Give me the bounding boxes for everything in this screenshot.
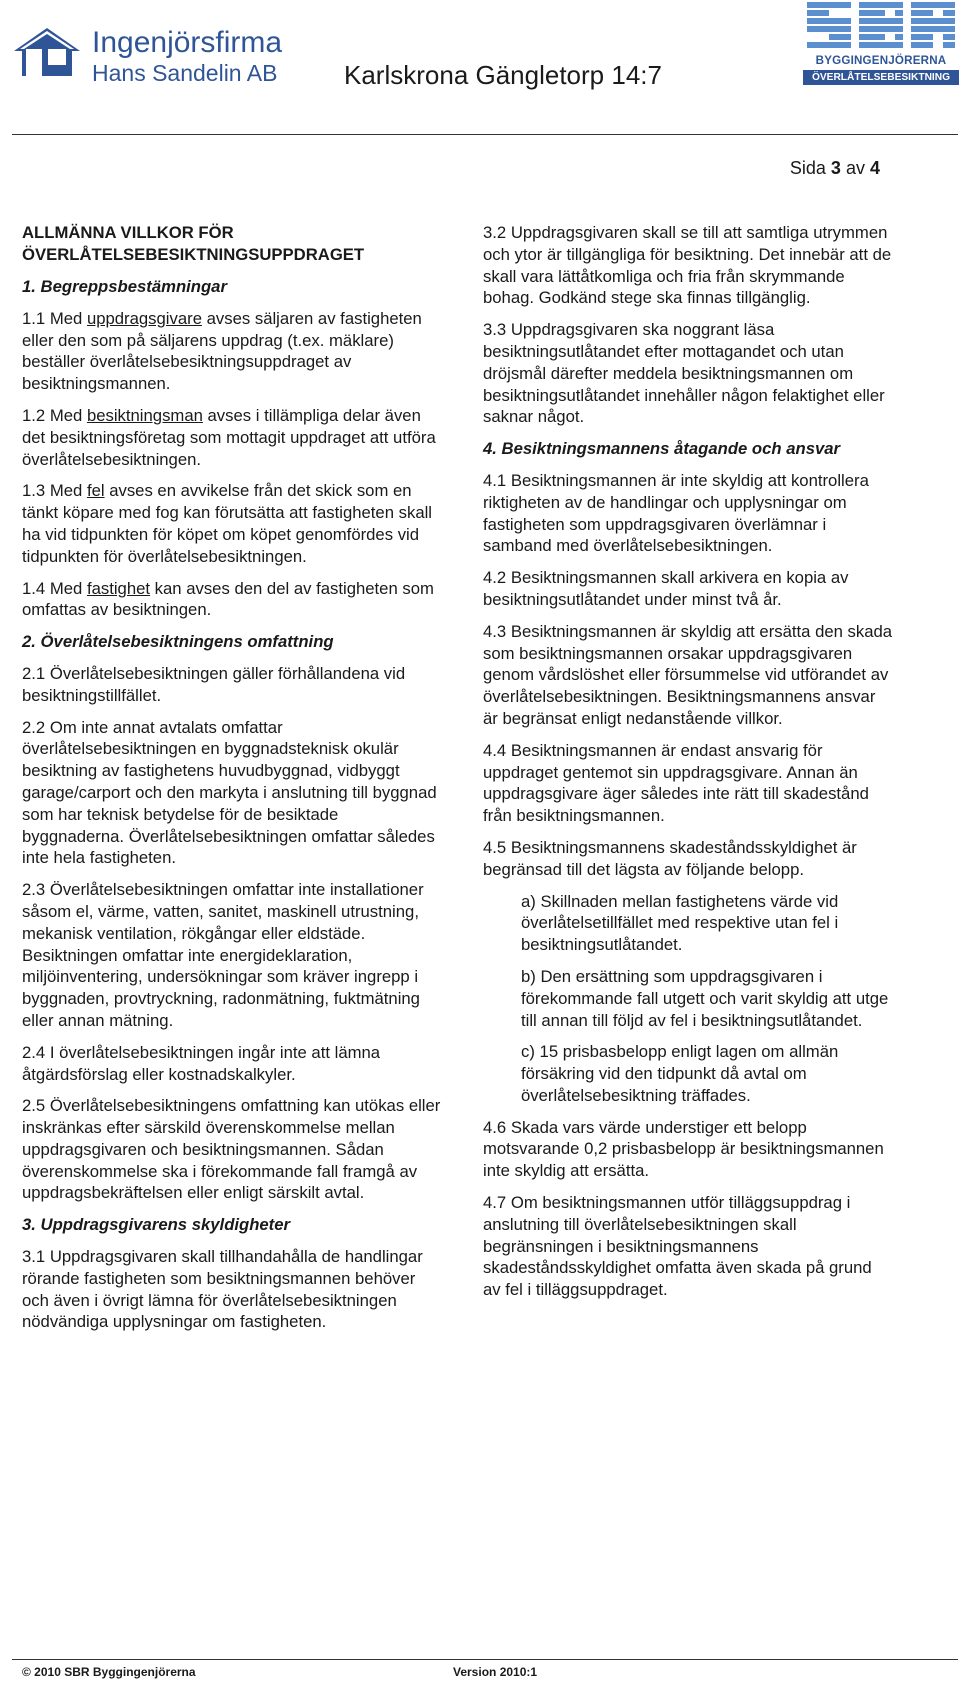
list-item-4-5-c: c) 15 prisbasbelopp enligt lagen om allmän försäkring vid den tidpunkt då avtal om överlåtelsebesiktning träffades. xyxy=(521,1042,839,1105)
paragraph-4-6: 4.6 Skada vars värde understiger ett belopp motsvarande 0,2 prisbasbelopp är besiktningsmannen inte skyldig att ersätta. xyxy=(483,1117,884,1181)
paragraph-4-2: 4.2 Besiktningsmannen skall arkivera en kopia av besiktningsutlåtandet under minst två år. xyxy=(483,568,849,609)
paragraph-2-4: 2.4 I överlåtelsebesiktningen ingår inte att lämna åtgärdsförslag eller kostnadskalkyler. xyxy=(22,1042,381,1084)
paragraph-1-2: 1.2 Med besiktningsman avses i tillämpliga delar även det besiktningsföretag som mottagit uppdraget att utföra överlåtelsebesiktningen. xyxy=(22,405,436,469)
page-header xyxy=(0,0,960,136)
term-fastighet: fastighet xyxy=(86,578,151,598)
list-item-4-5-b: b) Den ersättning som uppdragsgivaren i förekommande fall utgett och varit skyldig att utge till annan till följd av fel i besiktningsutlåtandet. xyxy=(521,966,889,1030)
left-column xyxy=(22,222,442,1343)
company-logo xyxy=(12,20,283,86)
footer-divider xyxy=(12,1659,958,1660)
paragraph-4-3: 4.3 Besiktningsmannen är skyldig att ersätta den skada som besiktningsmannen orsakar uppdragsgivaren genom vårdslöshet eller försummelse vid utförandet av överlåtelsebesiktningen. Besiktningsmannens ansvar är begränsat enligt nedanstående villkor. xyxy=(483,621,893,728)
page-label: Sida xyxy=(789,158,826,178)
footer-version: Version 2010:1 xyxy=(453,1665,538,1679)
term-fel: fel xyxy=(86,481,105,501)
paragraph-2-1: 2.1 Överlåtelsebesiktningen gäller förhållandena vid besiktningstillfället. xyxy=(22,663,406,705)
page-number xyxy=(790,158,880,179)
page-current: 3 xyxy=(830,158,841,178)
paragraph-4-4: 4.4 Besiktningsmannen är endast ansvarig för uppdraget gentemot sin uppdragsgivare. Annan än uppdragsgivare äger således inte rätt till skadestånd från besiktningsmannen. xyxy=(483,740,869,826)
section-1-heading: 1. Begreppsbestämningar xyxy=(22,277,227,296)
paragraph-1-4: 1.4 Med fastighet kan avses den del av fastigheten som omfattas av besiktningen. xyxy=(22,578,434,620)
list-item-4-5-a: a) Skillnaden mellan fastighetens värde vid överlåtelsetillfället med respektive utan fel i besiktningsutlåtandet. xyxy=(521,891,839,955)
term-besiktningsman: besiktningsman xyxy=(86,405,203,425)
main-title-line2: ÖVERLÅTELSEBESIKTNINGSUPPDRAGET xyxy=(22,245,365,264)
main-title-line1: ALLMÄNNA VILLKOR FÖR xyxy=(22,223,234,242)
paragraph-1-3: 1.3 Med fel avses en avvikelse från det skick som en tänkt köpare med fog kan förutsätta att fastigheten skall ha vid tidpunkten för köpet om köpet genomfördes vid tidpunkten för överlåtelsebesiktningen. xyxy=(22,481,433,566)
sbr-logo-line1: BYGGINGENJÖRERNA xyxy=(815,54,947,67)
footer-copyright: © 2010 SBR Byggingenjörerna xyxy=(22,1665,196,1679)
paragraph-1-1: 1.1 Med uppdragsgivare avses säljaren av fastigheten eller den som på säljarens uppdrag (t.ex. mäklare) beställer överlåtelsebesiktningsuppdraget av besiktningsmannen. xyxy=(22,308,422,394)
paragraph-4-7: 4.7 Om besiktningsmannen utför tilläggsuppdrag i anslutning till överlåtelsebesiktningen skall begränsningen i besiktningsmannens skadeståndsskyldighet omfatta även skada på grund av fel i tilläggsuppdraget. xyxy=(483,1193,872,1300)
term-uppdragsgivare: uppdragsgivare xyxy=(86,308,202,328)
paragraph-4-5: 4.5 Besiktningsmannens skadeståndsskyldighet är begränsad till det lägsta av följande belopp. xyxy=(483,837,857,879)
section-2-heading: 2. Överlåtelsebesiktningens omfattning xyxy=(22,632,334,652)
company-name-line1: Ingenjörsfirma xyxy=(92,26,283,59)
right-column xyxy=(483,222,893,1311)
paragraph-3-1: 3.1 Uppdragsgivaren skall tillhandahålla de handlingar rörande fastigheten som besiktningsmannen behöver och även i övrigt lämna för överlåtelsebesiktningen nödvändiga upplysningar om fastigheten. xyxy=(22,1247,423,1332)
section-3-heading: 3. Uppdragsgivarens skyldigheter xyxy=(22,1215,291,1235)
section-4-heading: 4. Besiktningsmannens åtagande och ansvar xyxy=(483,439,841,459)
house-icon xyxy=(12,24,82,78)
paragraph-2-2: 2.2 Om inte annat avtalats omfattar överlåtelsebesiktningen en byggnadsteknisk okulär besiktning av fastighetens huvudbyggnad, vidbyggt garage/carport och den markyta i anslutning till byggnad som har teknisk betydelse för de besiktade byggnaderna. Överlåtelsebesiktningen omfattar således inte hela fastigheten. xyxy=(22,717,437,868)
company-name-line2: Hans Sandelin AB xyxy=(92,60,278,86)
header-divider xyxy=(12,134,958,135)
sbr-logo xyxy=(803,2,959,84)
paragraph-3-3: 3.3 Uppdragsgivaren ska noggrant läsa besiktningsutlåtandet efter mottagandet och utan dröjsmål därefter meddela besiktningsmannen om besiktningsutlåtandet innehåller någon felaktighet eller saknar något. xyxy=(483,320,885,427)
paragraph-3-2: 3.2 Uppdragsgivaren skall se till att samtliga utrymmen och ytor är tillgängliga för besiktning. Det innebär att de skall vara lättåtkomliga och fria från skrymmande bohag. Godkänd stege ska finnas tillgänglig. xyxy=(483,223,892,308)
page-of-label: av xyxy=(845,158,865,178)
page-total: 4 xyxy=(869,158,880,178)
paragraph-2-5: 2.5 Överlåtelsebesiktningens omfattning kan utökas eller inskränkas efter särskild överenskommelse mellan uppdragsgivaren och besiktningsmannen. Sådan överenskommelse ska i förekommande fall framgå av uppdragsbekräftelsen eller enligt särskilt avtal. xyxy=(22,1096,441,1203)
paragraph-2-3: 2.3 Överlåtelsebesiktningen omfattar inte installationer såsom el, värme, vatten, sanitet, maskinell utrustning, mekanisk ventilation, rökgångar eller eldstäde. Besiktningen omfattar inte energideklaration, miljöinventering, undersökningar som kräver ingrepp i byggnaden, provtryckning, radonmätning, fuktmätning eller annan mätning. xyxy=(22,880,424,1030)
paragraph-4-1: 4.1 Besiktningsmannen är inte skyldig att kontrollera riktigheten av de handlingar och upplysningar om fastigheten som uppdragsgivaren överlämnar i samband med överlåtelsebesiktningen. xyxy=(483,470,869,556)
sbr-letters-logo xyxy=(803,2,959,52)
document-title: Karlskrona Gängletorp 14:7 xyxy=(344,60,662,90)
sbr-logo-line2: ÖVERLÅTELSEBESIKTNING xyxy=(803,70,959,85)
